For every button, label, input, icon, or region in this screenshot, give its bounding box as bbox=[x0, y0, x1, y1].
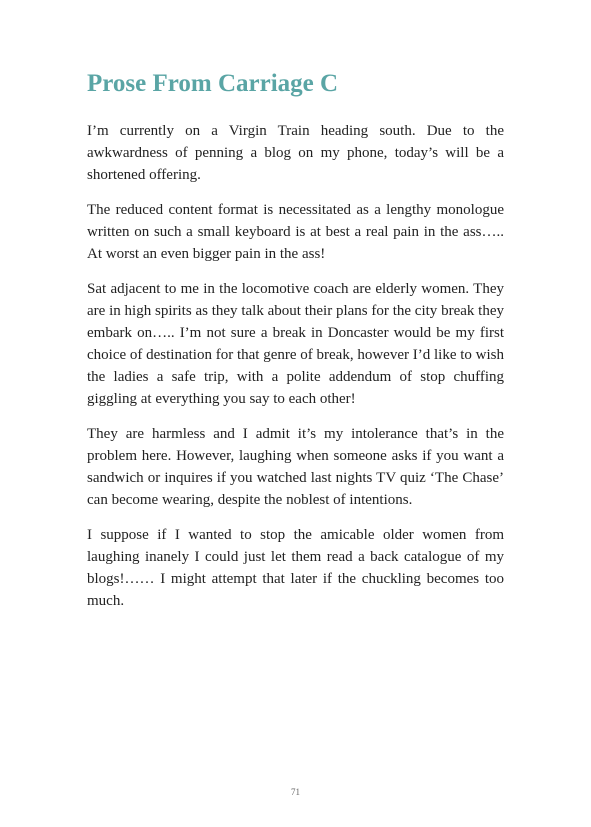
paragraph: They are harmless and I admit it’s my intolerance that’s in the problem here. However, laughing when someone asks if you want a sandwich or inquires if you watched last nights TV quiz ‘The Chase’ can become wearing, despite the noblest of intentions. bbox=[87, 426, 504, 508]
body-text bbox=[87, 120, 504, 625]
paragraph: I suppose if I wanted to stop the amicable older women from laughing inanely I could just let them read a back catalogue of my blogs!…… I might attempt that later if the chuckling becomes too much. bbox=[87, 527, 504, 609]
page-title: Prose From Carriage C bbox=[87, 70, 339, 97]
paragraph: Sat adjacent to me in the locomotive coach are elderly women. They are in high spirits as they talk about their plans for the city break they embark on….. I’m not sure a break in Doncaster would be my first choice of destination for that genre of break, however I’d like to wish the ladies a safe trip, with a polite addendum of stop chuffing giggling at everything you say to each other! bbox=[87, 281, 504, 407]
paragraph: The reduced content format is necessitated as a lengthy monologue written on such a small keyboard is at best a real pain in the ass….. At worst an even bigger pain in the ass! bbox=[87, 202, 504, 262]
paragraph: I’m currently on a Virgin Train heading south. Due to the awkwardness of penning a blog on my phone, today’s will be a shortened offering. bbox=[87, 123, 504, 183]
page-number: 71 bbox=[291, 787, 300, 797]
